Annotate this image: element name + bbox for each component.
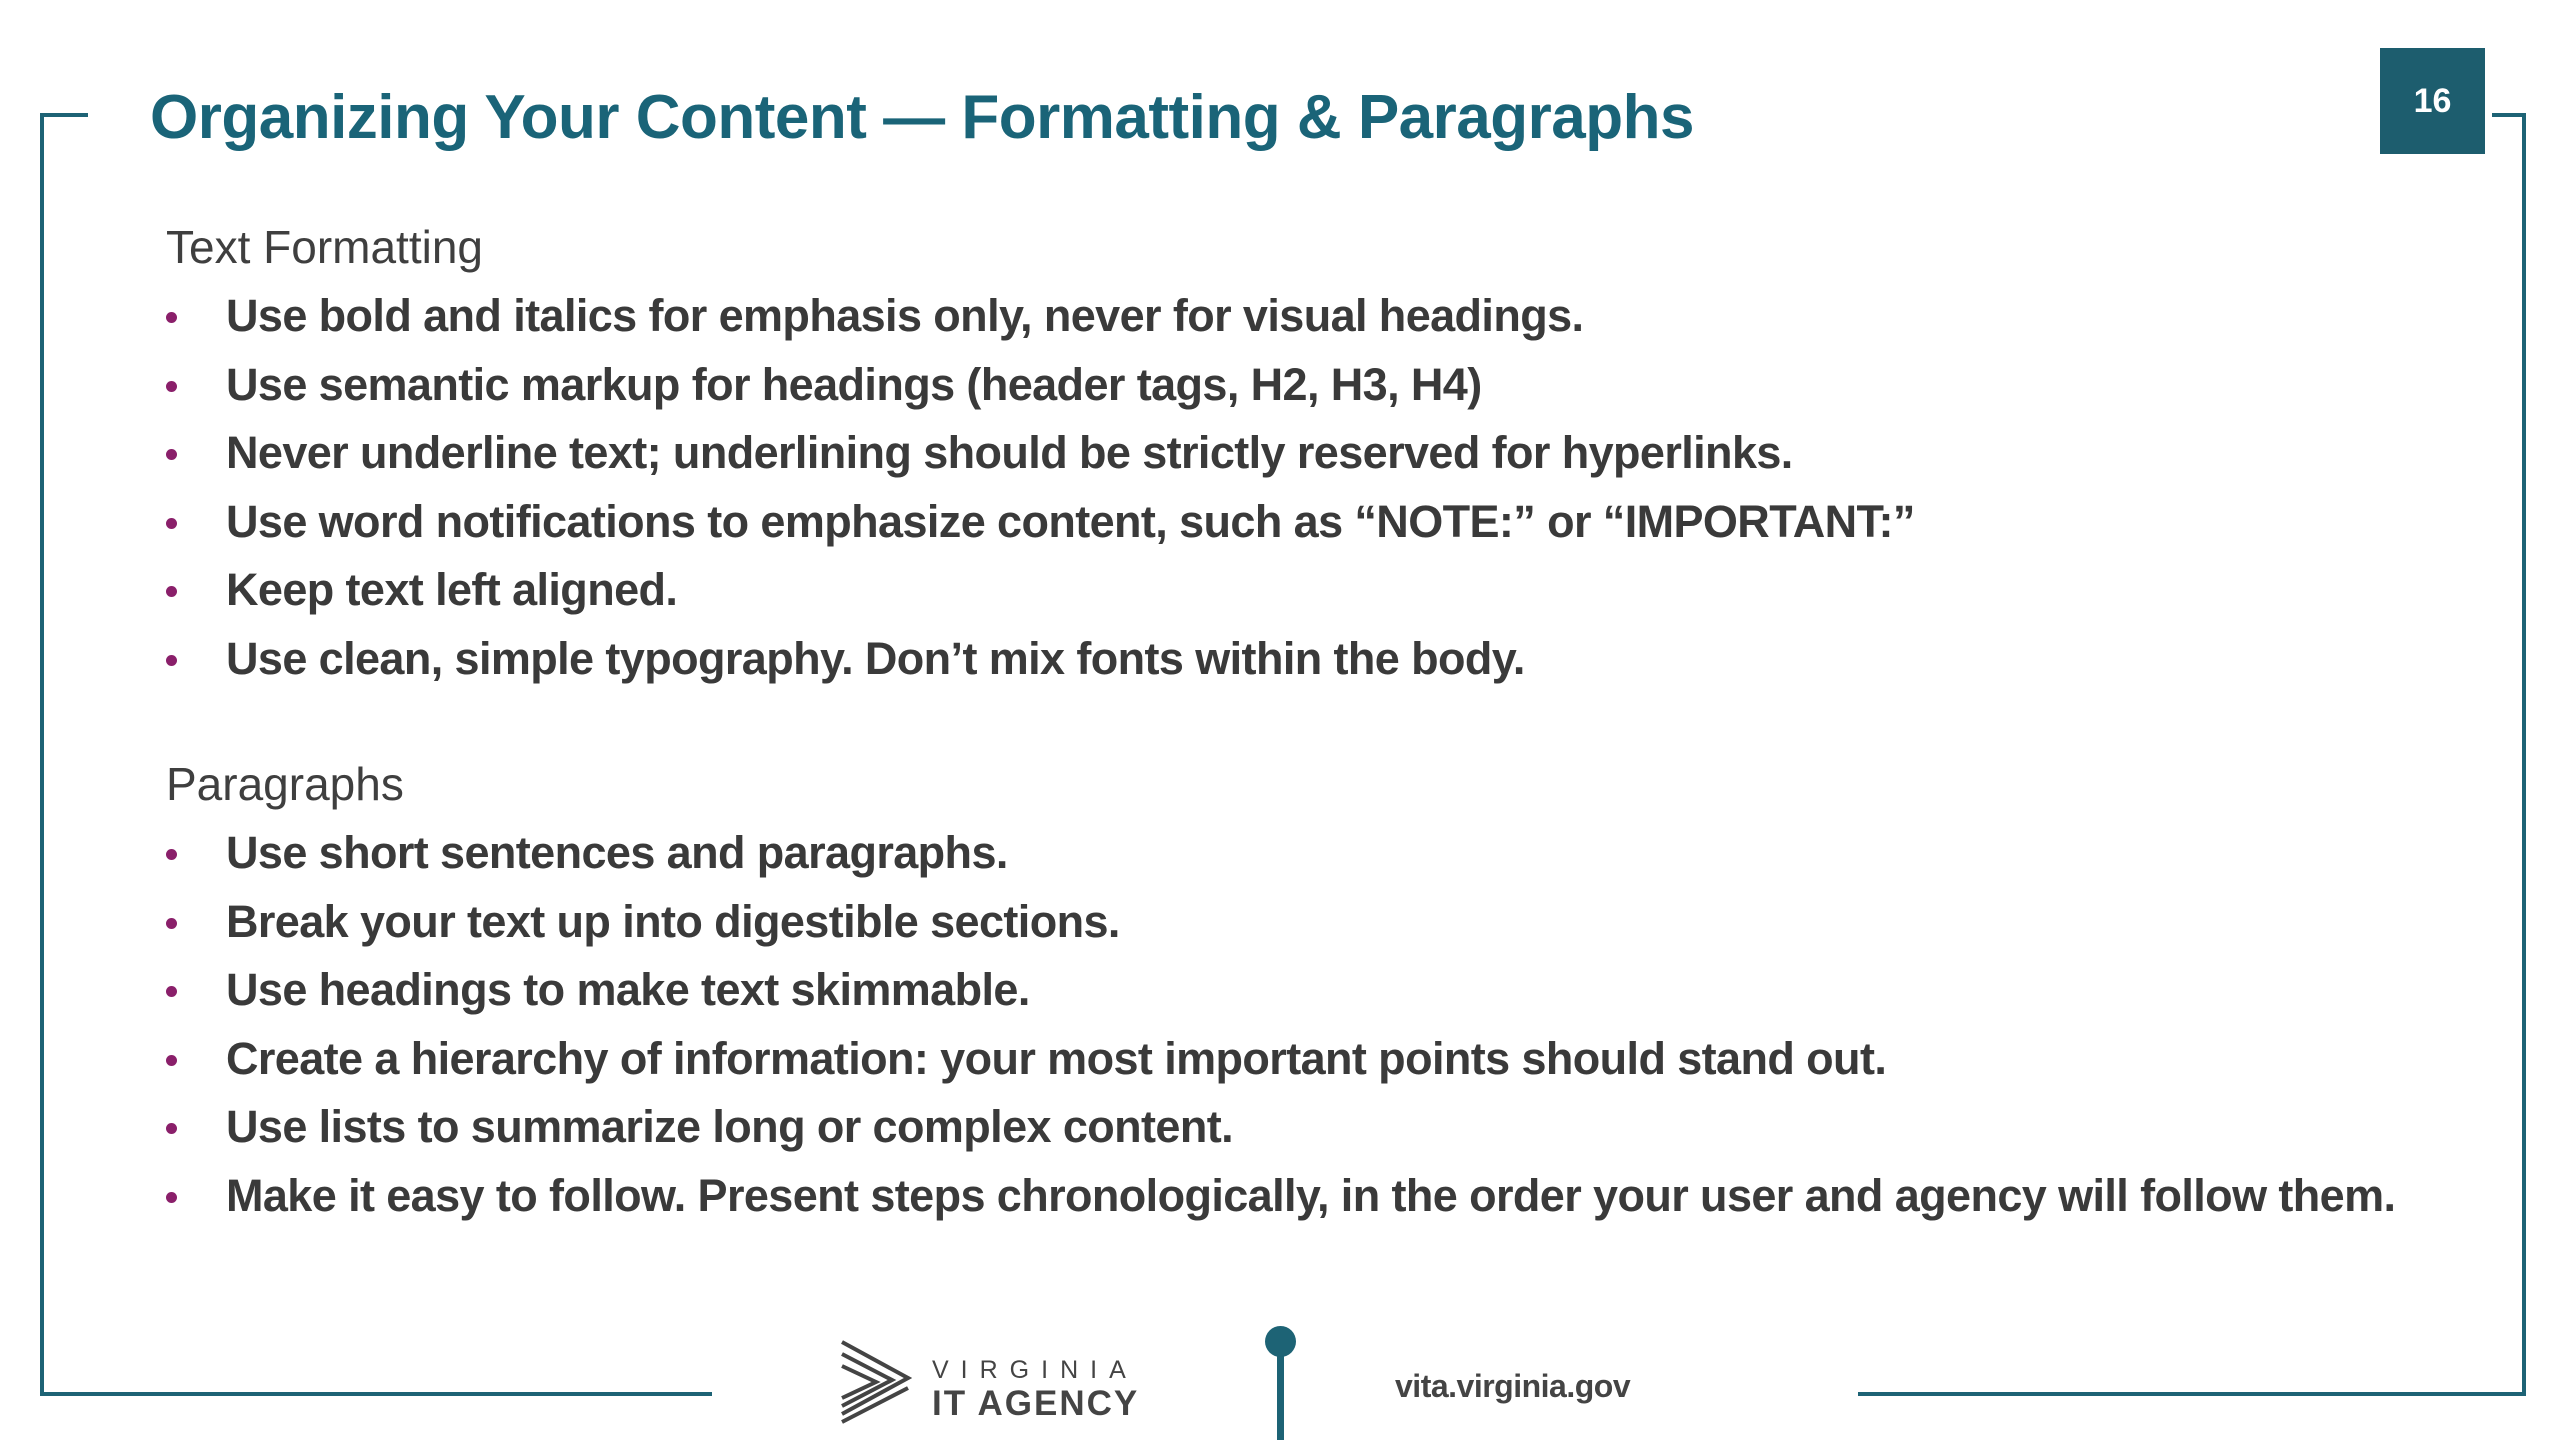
bullet-dot-icon bbox=[166, 918, 177, 929]
bullet-dot-icon bbox=[166, 1055, 177, 1066]
bullet-dot-icon bbox=[166, 312, 177, 323]
bullet-dot-icon bbox=[166, 1192, 177, 1203]
bullet-dot-icon bbox=[166, 381, 177, 392]
section-heading-paragraphs: Paragraphs bbox=[166, 758, 404, 810]
frame-right bbox=[2522, 113, 2526, 1396]
section-heading-text-formatting: Text Formatting bbox=[166, 221, 483, 273]
vita-logo bbox=[840, 1338, 1140, 1428]
bullet-dot-icon bbox=[166, 586, 177, 597]
bullet-dot-icon bbox=[166, 986, 177, 997]
vita-chevron-icon bbox=[840, 1338, 912, 1428]
frame-bottom-right bbox=[1858, 1392, 2526, 1396]
logo-text-it-agency: IT AGENCY bbox=[932, 1384, 1140, 1423]
bullet-dot-icon bbox=[166, 518, 177, 529]
bullet-dot-icon bbox=[166, 655, 177, 666]
page-number-badge: 16 bbox=[2380, 48, 2485, 154]
frame-left bbox=[40, 113, 44, 1396]
frame-top-right bbox=[2492, 113, 2526, 117]
slide: Organizing Your Content — Formatting & Paragraphs 16 Text Formatting Use bold and italics for emphasis only, never for visual headings. Use semantic markup for headings (header tags, H2, H3, H4) Never underline text; underlining should be strictly reserved for hyperlinks. Use word notifications to emphasize content, such as “NOTE:” or “IMPORTANT:” Keep text left aligned. Use clean, simple typography. Don’t mix fonts within the body. Paragraphs Use short sentences and paragraphs. Break your text up into digestible sections. Use headings to make text skimmable. Create a hierarchy of information: your most important points should stand out. Use lists to summarize long or complex content. Make it easy to follow. Present steps chronologically, in the order your user and agency will follow them. VIRGINIA IT AGENCY vita.virginia.gov bbox=[0, 0, 2560, 1440]
frame-bottom-left bbox=[40, 1392, 712, 1396]
frame-top-left bbox=[40, 113, 88, 117]
footer-url: vita.virginia.gov bbox=[1395, 1368, 1631, 1404]
pin-head-icon bbox=[1265, 1326, 1296, 1357]
bullet-dot-icon bbox=[166, 1123, 177, 1134]
bullet-dot-icon bbox=[166, 449, 177, 460]
bullet-dot-icon bbox=[166, 849, 177, 860]
logo-text-virginia: VIRGINIA bbox=[932, 1356, 1138, 1384]
slide-title: Organizing Your Content — Formatting & Paragraphs bbox=[150, 83, 1694, 152]
